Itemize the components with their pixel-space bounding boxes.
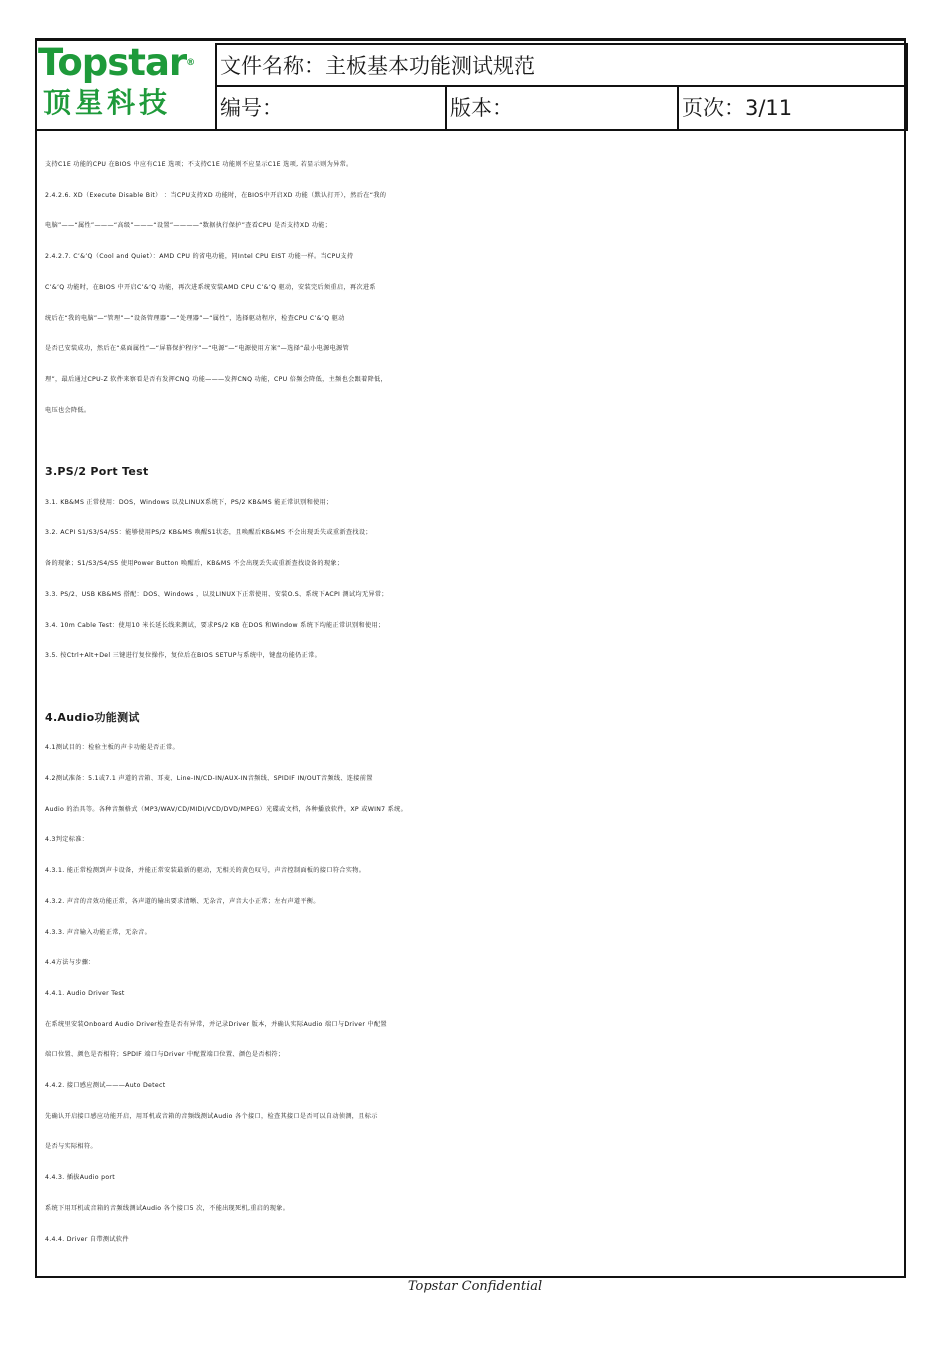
body-line: 备的现象；S1/S3/S4/S5 使用Power Button 唤醒后，KB&MS 不会出现丢失或重新查找设备的现象； (45, 560, 344, 568)
spacer (45, 672, 905, 703)
document-title: 文件名称：主板基本功能测试规范 (220, 54, 535, 78)
logo-chinese: 顶星科技 (43, 86, 172, 119)
section-heading-ps2: 3.PS/2 Port Test (45, 465, 149, 479)
body-line: 2.4.2.7. C’&’Q（Cool and Quiet）：AMD CPU 的省电功能，同Intel CPU EIST 功能一样。当CPU支持 (45, 253, 354, 261)
body-line: 3.2. ACPI S1/S3/S4/S5：能够使用PS/2 KB&MS 唤醒S1状态，且唤醒后KB&MS 不会出现丢失或重新查找设； (45, 529, 372, 537)
page-number: 页次：3/11 (682, 96, 793, 120)
body-line: 3.3. PS/2、USB KB&MS 搭配：DOS、Windows ，以及LINUX下正常使用、安装O.S、系统下ACPI 测试均无异常； (45, 590, 388, 598)
body-line: 支持C1E 功能的CPU 在BIOS 中应有C1E 选项；不支持C1E 功能则不应显示C1E 选项, 若显示则为异常。 (45, 161, 353, 168)
body-line: 系统下用耳机或音箱的音频线测试Audio 各个接口5 次，不能出现死机,重启的现象。 (45, 1204, 290, 1212)
header-title-row (217, 45, 906, 87)
document-number-label: 编号： (217, 87, 447, 131)
document-header (35, 38, 908, 131)
body-line: 4.4.4. Driver 自带测试软件 (45, 1235, 129, 1243)
document-version-label: 版本： (447, 87, 679, 131)
document-body (45, 150, 905, 1255)
company-logo (35, 38, 215, 131)
spacer (45, 426, 905, 457)
body-line: 4.4方法与步骤： (45, 959, 95, 967)
body-line: Audio 的治具等。各种音频格式（MP3/WAV/CD/MIDI/VCD/DVD/MPEG）光碟或文档，各种播放软件，XP 或WIN7 系统。 (45, 805, 408, 813)
body-line: 电压也会降低。 (45, 406, 91, 414)
header-table (215, 43, 908, 131)
body-line: 4.3判定标准： (45, 836, 89, 844)
body-line: 4.3.2. 声音的音效功能正常，各声道的输出要求清晰、无杂音，声音大小正常；左右声道平衡。 (45, 897, 320, 905)
header-meta-row (217, 87, 906, 131)
body-line: 端口位置、颜色是否相符；SPDIF 端口与Driver 中配置端口位置、颜色是否相符； (45, 1051, 285, 1059)
body-line: 4.4.2. 接口感应测试———Auto Detect (45, 1082, 166, 1090)
body-line: 是否与实际相符。 (45, 1143, 97, 1151)
body-line: 4.2测试准备：5.1或7.1 声道的音箱、耳麦、Line-IN/CD-IN/AUX-IN音频线、SPIDIF IN/OUT音频线、连接前置 (45, 775, 373, 783)
section-heading-audio: 4.Audio功能测试 (45, 710, 140, 724)
body-line: 4.1测试目的：检验主板的声卡功能是否正常。 (45, 744, 180, 752)
body-line: 4.4.3. 插拔Audio port (45, 1174, 115, 1182)
confidential-footer: Topstar Confidential (407, 1279, 543, 1294)
body-line: 统后在“我的电脑”—“管理”—“设备管理器”—“处理器”—“属性”，选择驱动程序，检查CPU C’&’Q 驱动 (45, 314, 345, 322)
body-line: 先确认开启接口感应功能开启，用耳机或音箱的音频线测试Audio 各个接口，检查其接口是否可以自动侦测，且标示 (45, 1112, 378, 1120)
body-line: C’&’Q 功能时，在BIOS 中开启C’&’Q 功能，再次进系统安装AMD CPU C’&’Q 驱动，安装完后须重启，再次进系 (45, 283, 376, 291)
body-line: 理”，最后通过CPU-Z 软件来察看是否有发挥CNQ 功能———发挥CNQ 功能，CPU 倍频会降低，主频也会跟着降低， (45, 375, 388, 383)
body-line: 电脑”——“属性”———“高级”———“设置”————“数据执行保护”查看CPU 是否支持XD 功能； (45, 222, 332, 230)
body-line: 4.3.1. 能正常检测到声卡设备，并能正常安装最新的驱动，无相关的黄色叹号，声音控制面板的接口符合实物。 (45, 867, 366, 875)
body-line: 4.3.3. 声音输入功能正常，无杂音。 (45, 928, 152, 936)
body-line: 2.4.2.6. XD（Execute Disable Bit） ：当CPU支持XD 功能时，在BIOS中开启XD 功能（默认打开），然后在“我的 (45, 191, 387, 199)
header-divider (35, 129, 908, 131)
body-line: 3.4. 10m Cable Test：使用10 米长延长线来测试，要求PS/2 KB 在DOS 和Window 系统下均能正常识别和使用； (45, 621, 385, 629)
body-line: 在系统里安装Onboard Audio Driver检查是否有异常，并记录Driver 版本，并确认实际Audio 端口与Driver 中配置 (45, 1020, 387, 1028)
body-line: 3.1. KB&MS 正常使用：DOS，Windows 以及LINUX系统下，PS/2 KB&MS 能正常识别和使用； (45, 498, 333, 506)
logo-english: Topstar® (38, 41, 195, 84)
body-line: 3.5. 按Ctrl+Alt+Del 三键进行复位操作，复位后在BIOS SETUP与系统中，键盘功能仍正常。 (45, 652, 322, 660)
body-line: 4.4.1. Audio Driver Test (45, 989, 125, 997)
body-line: 是否已安装成功，然后在“桌面属性”—“屏幕保护程序”—“电源”—“电源使用方案”—选择“最小电源电源管 (45, 345, 350, 353)
